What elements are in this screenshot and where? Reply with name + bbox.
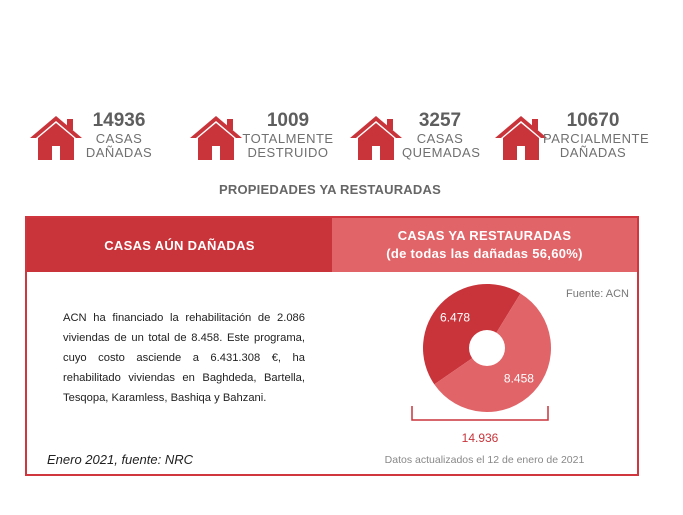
total-bracket: [410, 406, 550, 432]
section-title: PROPIEDADES YA RESTAURADAS: [219, 182, 441, 197]
stat-totalmente-destruido: [188, 110, 338, 166]
pie-value-label: 6.478: [440, 310, 471, 325]
footnote: Enero 2021, fuente: NRC: [47, 452, 193, 467]
header-still-damaged: CASAS AÚN DAÑADAS: [27, 218, 332, 272]
stat-label: DESTRUIDO: [247, 145, 329, 160]
house-icon: [493, 112, 549, 162]
stat-value: 3257: [418, 110, 462, 131]
pie-value-label: 8.458: [503, 371, 534, 386]
restoration-panel: [25, 216, 639, 476]
house-icon: [348, 112, 404, 162]
header-restored-subtitle: (de todas las dañadas 56,60%): [386, 246, 583, 261]
stat-label: CASAS: [95, 131, 143, 146]
source-label: Fuente: ACN: [566, 288, 629, 300]
stat-label: DAÑADAS: [559, 145, 627, 160]
stat-value: 14936: [92, 110, 146, 131]
stat-label: QUEMADAS: [402, 145, 481, 160]
donut-hole: [469, 330, 505, 366]
description-text: ACN ha financiado la rehabilitación de 2.086 viviendas de un total de 8.458. Este programa, cuyo costo asciende a 6.431.308 €, ha rehabilitado viviendas en Baghdeda, Bartella, Tesqopa, Karamless, Bashiqa y Bahzani.: [63, 312, 305, 404]
stat-label: PARCIALMENTE: [543, 131, 650, 146]
house-icon: [188, 112, 244, 162]
stat-label: TOTALMENTE: [242, 131, 334, 146]
updated-note: Datos actualizados el 12 de enero de 2021: [384, 454, 585, 466]
stat-label: CASAS: [416, 131, 464, 146]
stat-label: DAÑADAS: [85, 145, 153, 160]
stat-value: 1009: [266, 110, 310, 131]
stat-casas-danadas: [28, 110, 158, 166]
donut-chart: [417, 278, 557, 418]
header-restored-title: CASAS YA RESTAURADAS: [397, 228, 572, 243]
stat-value: 10670: [566, 110, 620, 131]
stat-parcialmente-danadas: [493, 110, 648, 166]
stat-casas-quemadas: [348, 110, 483, 166]
header-restored: [332, 218, 637, 272]
house-icon: [28, 112, 84, 162]
total-label: 14.936: [461, 431, 499, 445]
